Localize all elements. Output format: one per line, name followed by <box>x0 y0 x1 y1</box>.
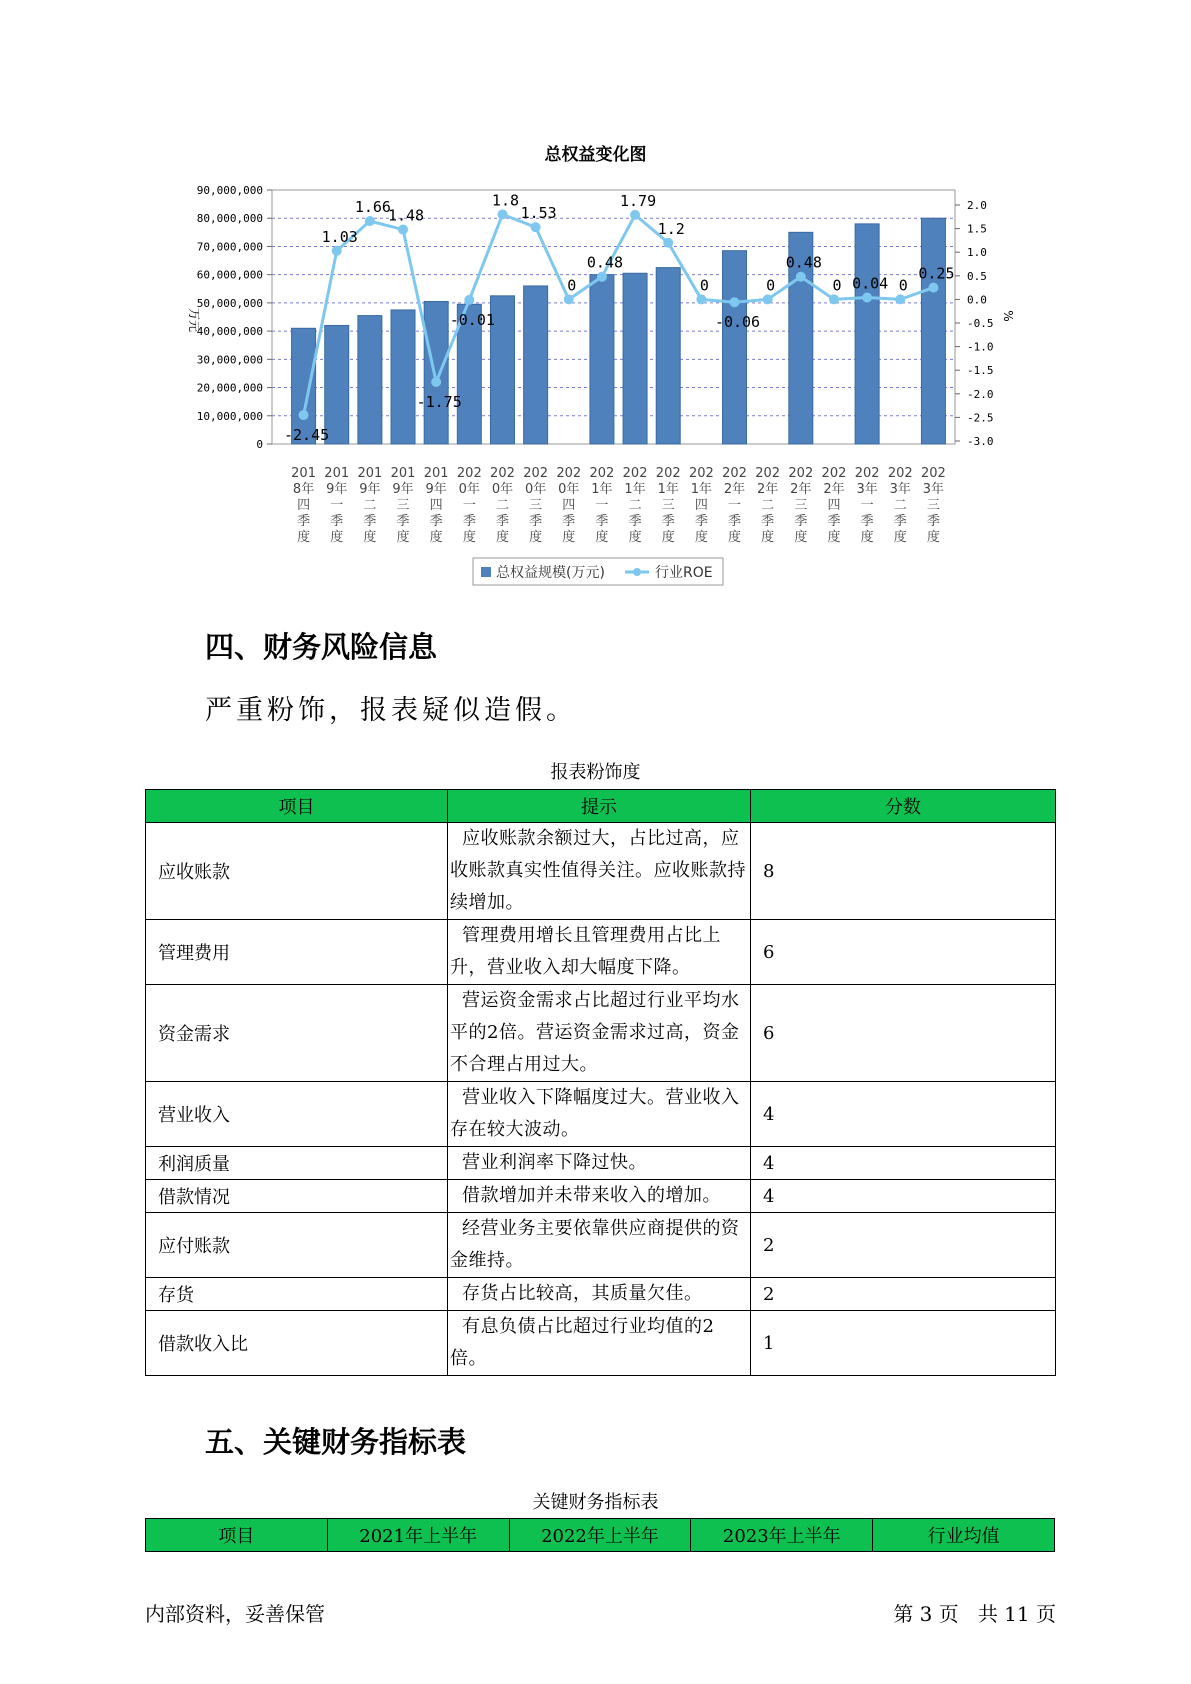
category-label: 度 <box>429 530 443 545</box>
roe-data-label: -1.75 <box>416 393 462 411</box>
category-label: 度 <box>297 530 311 545</box>
category-label: 度 <box>529 530 543 545</box>
header-tip: 提示 <box>448 790 751 823</box>
category-label: 201 <box>423 466 449 481</box>
category-label: 2年 <box>723 482 746 497</box>
roe-point <box>663 238 673 248</box>
roe-data-label: 0.48 <box>785 253 822 272</box>
category-label: 202 <box>456 466 482 481</box>
key-table-caption: 关键财务指标表 <box>532 1492 659 1513</box>
equity-chart <box>0 0 1191 600</box>
left-tick-label: 20,000,000 <box>196 381 263 395</box>
category-label: 202 <box>655 466 681 481</box>
key-header-2021: 2021年上半年 <box>327 1519 509 1552</box>
category-label: 度 <box>363 530 377 545</box>
cell-tip: 经营业务主要依靠供应商提供的资金维持。 <box>448 1213 751 1278</box>
category-label: 202 <box>788 466 814 481</box>
roe-point <box>862 293 872 303</box>
category-label: 四 <box>297 498 311 513</box>
cell-score: 4 <box>751 1147 1056 1180</box>
category-label: 季 <box>462 514 476 529</box>
cell-item: 借款收入比 <box>146 1311 448 1376</box>
right-tick-label: 1.0 <box>967 246 987 260</box>
category-label: 度 <box>495 530 509 545</box>
footer-confidential: 内部资料，妥善保管 <box>145 1602 325 1626</box>
roe-point <box>796 272 806 282</box>
left-tick-label: 40,000,000 <box>196 325 263 339</box>
category-label: 202 <box>523 466 549 481</box>
category-label: 202 <box>755 466 781 481</box>
cell-score: 4 <box>751 1082 1056 1147</box>
table-row <box>146 985 1056 1082</box>
cell-tip: 借款增加并未带来收入的增加。 <box>448 1180 751 1213</box>
category-label: 2年 <box>757 482 779 497</box>
category-label: 202 <box>556 466 582 481</box>
legend-bar-label: 总权益规模(万元) <box>496 565 605 581</box>
footer-page-number: 第 3 页 共 11 页 <box>893 1602 1056 1626</box>
header-score: 分数 <box>751 790 1056 823</box>
category-label: 度 <box>827 530 841 545</box>
category-label: 2年 <box>790 482 812 497</box>
category-label: 度 <box>462 530 476 545</box>
roe-point <box>928 283 938 293</box>
category-label: 1年 <box>591 482 613 497</box>
right-tick-label: 0.5 <box>967 269 987 283</box>
roe-data-label: -2.45 <box>283 426 330 445</box>
cell-tip: 有息负债占比超过行业均值的2倍。 <box>448 1311 751 1376</box>
table-row <box>146 1311 1056 1376</box>
left-tick-label: 30,000,000 <box>196 353 263 367</box>
table-row <box>146 920 1056 985</box>
left-tick-label: 70,000,000 <box>196 240 263 254</box>
category-label: 季 <box>694 514 708 529</box>
legend-line-label: 行业ROE <box>655 565 713 581</box>
category-label: 度 <box>926 530 940 545</box>
cell-tip: 存货占比较高，其质量欠佳。 <box>448 1278 751 1311</box>
category-label: 1年 <box>657 482 679 497</box>
bar <box>590 275 614 444</box>
category-label: 0年 <box>458 482 480 497</box>
cell-item: 利润质量 <box>146 1147 448 1180</box>
cell-tip: 应收账款余额过大，占比过高，应收账款真实性值得关注。应收账款持续增加。 <box>448 823 751 920</box>
cell-item: 存货 <box>146 1278 448 1311</box>
legend-line-marker <box>633 568 641 576</box>
category-label: 9年 <box>392 482 414 497</box>
right-tick-label: -3.0 <box>967 435 994 448</box>
category-label: 二 <box>761 498 775 513</box>
roe-point <box>398 225 408 235</box>
roe-point <box>431 377 441 387</box>
roe-data-label: 1.2 <box>657 219 685 238</box>
roe-data-label: 0 <box>766 276 776 295</box>
left-tick-label: 50,000,000 <box>196 296 263 310</box>
category-label: 三 <box>529 498 543 513</box>
category-label: 0年 <box>524 482 547 497</box>
legend-bar-swatch <box>481 567 491 577</box>
cell-item: 借款情况 <box>146 1180 448 1213</box>
left-tick-label: 0 <box>256 438 263 451</box>
category-label: 二 <box>893 498 907 513</box>
cell-tip: 管理费用增长且管理费用占比上升，营业收入却大幅度下降。 <box>448 920 751 985</box>
category-label: 202 <box>490 466 515 481</box>
roe-data-label: 0 <box>567 276 577 295</box>
roe-point <box>531 222 541 232</box>
category-label: 二 <box>628 498 642 513</box>
roe-data-label: 0.04 <box>852 274 889 293</box>
right-tick-label: 1.5 <box>967 222 987 236</box>
category-label: 0年 <box>558 482 580 497</box>
right-tick-label: -2.5 <box>967 411 994 425</box>
category-label: 季 <box>893 514 907 529</box>
bar <box>921 218 945 444</box>
category-label: 202 <box>722 466 747 481</box>
roe-point <box>630 210 640 220</box>
category-label: 202 <box>921 466 946 481</box>
category-label: 季 <box>330 514 344 529</box>
category-label: 季 <box>661 514 675 529</box>
category-label: 季 <box>562 514 576 529</box>
category-label: 3年 <box>922 482 945 497</box>
category-label: 202 <box>887 466 913 481</box>
roe-data-label: 0 <box>699 276 709 295</box>
category-label: 季 <box>363 514 377 529</box>
category-label: 2年 <box>823 482 845 497</box>
roe-point <box>696 294 706 304</box>
y-axis-left-label: 万元 <box>187 307 201 333</box>
roe-data-label: 1.48 <box>387 206 425 225</box>
risk-table <box>145 789 1056 1376</box>
roe-point <box>464 295 474 305</box>
category-label: 三 <box>396 498 410 513</box>
section5-title: 五、关键财务指标表 <box>205 1425 467 1459</box>
category-label: 202 <box>622 466 648 481</box>
category-label: 3年 <box>889 482 911 497</box>
risk-table-caption: 报表粉饰度 <box>550 762 641 783</box>
category-label: 一 <box>860 498 874 513</box>
category-label: 201 <box>291 466 316 481</box>
roe-data-label: 1.53 <box>520 204 557 223</box>
cell-score: 2 <box>751 1213 1056 1278</box>
category-label: 四 <box>562 498 576 513</box>
category-label: 9年 <box>326 482 348 497</box>
category-label: 四 <box>694 498 708 513</box>
category-label: 度 <box>728 530 742 545</box>
category-label: 季 <box>761 514 775 529</box>
section4-text: 严重粉饰，报表疑似造假。 <box>205 695 577 726</box>
category-label: 一 <box>595 498 609 513</box>
category-label: 度 <box>628 530 642 545</box>
table-row <box>146 1278 1056 1311</box>
cell-score: 2 <box>751 1278 1056 1311</box>
roe-point <box>829 294 839 304</box>
cell-tip: 营运资金需求占比超过行业平均水平的2倍。营运资金需求过高，资金不合理占用过大。 <box>448 985 751 1082</box>
category-label: 201 <box>324 466 350 481</box>
category-label: 一 <box>462 498 476 513</box>
category-label: 三 <box>794 498 808 513</box>
roe-data-label: -0.06 <box>714 313 761 332</box>
cell-tip: 营业收入下降幅度过大。营业收入存在较大波动。 <box>448 1082 751 1147</box>
roe-point <box>497 209 507 219</box>
category-label: 季 <box>860 514 874 529</box>
category-label: 季 <box>396 514 410 529</box>
bar <box>855 224 879 444</box>
cell-item: 营业收入 <box>146 1082 448 1147</box>
cell-item: 应付账款 <box>146 1213 448 1278</box>
right-tick-label: -1.5 <box>967 364 994 378</box>
roe-point <box>730 297 740 307</box>
category-label: 度 <box>860 530 874 545</box>
roe-data-label: 0 <box>898 276 908 295</box>
cell-score: 6 <box>751 985 1056 1082</box>
table-row <box>146 1147 1056 1180</box>
category-label: 四 <box>827 498 841 513</box>
cell-score: 8 <box>751 823 1056 920</box>
category-label: 202 <box>589 466 615 481</box>
category-label: 度 <box>694 530 708 545</box>
table-row <box>146 1213 1056 1278</box>
category-label: 季 <box>595 514 609 529</box>
bar <box>424 301 448 444</box>
bar <box>623 273 647 444</box>
roe-data-label: 1.79 <box>620 191 657 210</box>
category-label: 四 <box>429 498 443 513</box>
left-tick-label: 10,000,000 <box>196 409 263 423</box>
roe-data-label: 0 <box>832 276 842 295</box>
section4-title: 四、财务风险信息 <box>205 630 438 664</box>
category-label: 三 <box>926 498 940 513</box>
header-item: 项目 <box>146 790 448 823</box>
category-label: 0年 <box>491 482 514 497</box>
category-label: 季 <box>827 514 841 529</box>
key-header-item: 项目 <box>146 1519 328 1552</box>
roe-point <box>365 216 375 226</box>
category-label: 季 <box>728 514 742 529</box>
category-label: 三 <box>661 498 675 513</box>
cell-score: 6 <box>751 920 1056 985</box>
bar <box>524 286 548 444</box>
right-tick-label: -1.0 <box>967 340 994 354</box>
right-tick-label: 0.0 <box>967 293 987 307</box>
category-label: 季 <box>529 514 543 529</box>
cell-item: 管理费用 <box>146 920 448 985</box>
right-tick-label: -0.5 <box>967 317 994 330</box>
category-label: 202 <box>821 466 847 481</box>
right-tick-label: -2.0 <box>967 387 994 401</box>
cell-item: 资金需求 <box>146 985 448 1082</box>
roe-data-label: 1.66 <box>354 198 391 217</box>
category-label: 202 <box>688 466 714 481</box>
category-label: 9年 <box>425 482 447 497</box>
category-label: 季 <box>628 514 642 529</box>
roe-point <box>299 410 309 420</box>
category-label: 度 <box>330 530 344 545</box>
bar <box>358 316 382 444</box>
cell-item: 应收账款 <box>146 823 448 920</box>
category-label: 201 <box>390 466 416 481</box>
category-label: 二 <box>363 498 377 513</box>
category-label: 度 <box>761 530 775 545</box>
roe-data-label: -0.01 <box>449 310 495 329</box>
roe-data-label: 0.25 <box>918 264 955 283</box>
key-indicators-table <box>145 1518 1055 1552</box>
left-tick-label: 90,000,000 <box>196 184 263 197</box>
roe-data-label: 0.48 <box>586 253 623 272</box>
category-label: 度 <box>396 530 410 545</box>
category-label: 季 <box>794 514 808 529</box>
roe-point <box>564 294 574 304</box>
category-label: 3年 <box>856 482 878 497</box>
bar <box>391 310 415 444</box>
chart-title: 总权益变化图 <box>544 145 647 165</box>
roe-data-label: 1.03 <box>321 227 358 246</box>
roe-point <box>763 294 773 304</box>
cell-score: 1 <box>751 1311 1056 1376</box>
table-row <box>146 1180 1056 1213</box>
cell-score: 4 <box>751 1180 1056 1213</box>
bar <box>723 251 747 444</box>
category-label: 202 <box>854 466 880 481</box>
category-label: 度 <box>562 530 576 545</box>
category-label: 1年 <box>624 482 646 497</box>
y-axis-right-label: % <box>1001 310 1015 322</box>
right-tick-label: 2.0 <box>967 199 987 212</box>
left-tick-label: 60,000,000 <box>196 268 263 282</box>
category-label: 一 <box>330 498 344 513</box>
category-label: 201 <box>357 466 383 481</box>
bar <box>656 268 680 444</box>
key-header-avg: 行业均值 <box>873 1519 1055 1552</box>
roe-point <box>332 246 342 256</box>
cell-tip: 营业利润率下降过快。 <box>448 1147 751 1180</box>
left-tick-label: 80,000,000 <box>196 212 263 226</box>
category-label: 度 <box>794 530 808 545</box>
roe-point <box>597 272 607 282</box>
roe-point <box>895 294 905 304</box>
category-label: 季 <box>495 514 509 529</box>
key-header-2022: 2022年上半年 <box>509 1519 691 1552</box>
table-row <box>146 823 1056 920</box>
category-label: 1年 <box>690 482 713 497</box>
roe-data-label: 1.8 <box>491 191 520 210</box>
table-row <box>146 1082 1056 1147</box>
category-label: 季 <box>926 514 940 529</box>
category-label: 度 <box>893 530 907 545</box>
category-label: 二 <box>495 498 509 513</box>
category-label: 季 <box>429 514 443 529</box>
category-label: 8年 <box>292 482 315 497</box>
category-label: 度 <box>661 530 675 545</box>
category-label: 9年 <box>359 482 381 497</box>
key-header-2023: 2023年上半年 <box>691 1519 873 1552</box>
category-label: 度 <box>595 530 609 545</box>
category-label: 季 <box>297 514 311 529</box>
category-label: 一 <box>728 498 742 513</box>
